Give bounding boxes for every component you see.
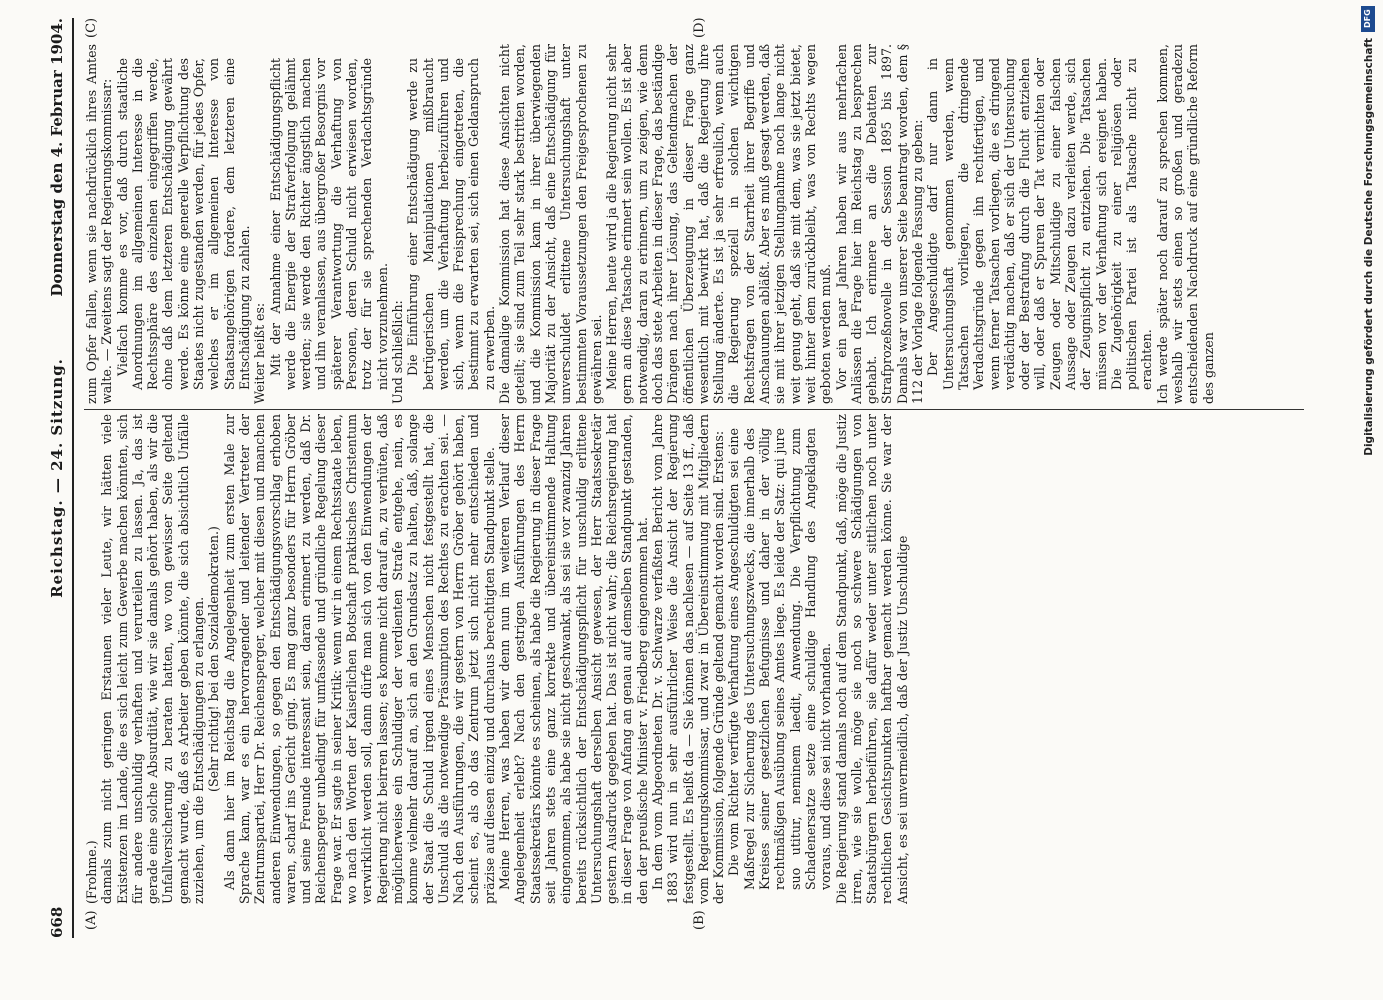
margin-marker-a: (A) bbox=[84, 910, 99, 930]
paragraph: Vor ein paar Jahren haben wir aus mehrfachen Anlässen die Frage hier im Reichstag zu besprechen gehabt. Ich erinnere an die Debatten zur Strafprozeßnovelle in der Session 1895 bis 1897. Damals war von unserer Seite beantragt worden, dem § 112 der Vorlage folgende Fassung zu geben: bbox=[833, 44, 926, 404]
quotation: Mit der Annahme einer Entschädigungspflicht werde die Energie der Strafverfolgung gelähmt werden; sie werde den Richter ängstlich machen und ihn veranlassen, aus übergroßer Besorgnis vor späterer Verantwortung die Verhaftung von Personen, deren Schuld nicht erwiesen worden, trotz der für sie sprechenden Verdachtsgründe nicht vorzunehmen. bbox=[267, 58, 390, 390]
paragraph: In dem vom Abgeordneten Dr. v. Schwarze verfaßten Bericht vom Jahre 1883 wird nun in sehr ausführlicher Weise die Ansicht der Regierung festgestellt. Es heißt da — Sie können das nachlesen — auf Seite 13 ff., daß vom Regierungskommissar, und zwar in Übereinstimmung mit Mitgliedern der Kommission, folgende Gründe geltend gemacht worden sind. Erstens: bbox=[649, 414, 727, 904]
paragraph: Weiter heißt es: bbox=[252, 302, 268, 404]
paragraph: damals zum nicht geringen Erstaunen vieler Leute, wir hätten viele Existenzen im Lande, die es sich leicht zum Gewerbe machen könnten, sich für andere unschuldig verhaften und verurteilen zu lassen. Ja, das ist gerade eine solche Absurdität, wie wir sie damals gehört haben, als wir die Unfallversicherung zu beraten hatten, wo von gewisser Seite geltend gemacht wurde, daß es Arbeiter geben könnte, die sich absichtlich Unfälle zuziehen, um die Entschädigungen zu erlangen. bbox=[99, 414, 207, 904]
margin-marker-c: (C) bbox=[84, 17, 99, 38]
paragraph: Meine Herren, heute wird ja die Regierung nicht sehr gern an diese Tatsache erinnert sein wollen. Es ist aber notwendig, daran zu erinnern, um zu zeigen, wie denn doch das stete Arbeiten in dieser Frage, das beständige Drängen nach ihrer Lösung, das Geltendmachen der öffentlichen Überzeugung in dieser Frage ganz wesentlich mit bewirkt hat, daß die Regierung ihre Stellung änderte. Es ist ja sehr erfreulich, wenn auch die Regierung speziell in solchen wichtigen Rechtsfragen von der Starrheit ihrer Begriffe und Anschauungen abläßt. Aber es muß gesagt werden, daß sie mit ihrer jetzigen Stellungnahme noch lange nicht weit genug geht, daß sie mit dem, was sie jetzt bietet, weit hinter dem zurückbleibt, was von Rechts wegen geboten werden muß. bbox=[604, 44, 834, 404]
quotation: Der Angeschuldigte darf nur dann in Untersuchungshaft genommen werden, wenn Tatsachen vorliegen, die dringende Verdachtsgründe gegen ihn rechtfertigen, und wenn ferner Tatsachen vorliegen, die es dringend verdächtig machen, daß er sich der Untersuchung oder der Bestrafung durch die Flucht entziehen will, oder daß er Spuren der Tat vernichten oder Zeugen oder Mitschuldige zu einer falschen Aussage oder Zeugen dazu verleiten werde, sich der Zeugnispflicht zu entziehen. Die Tatsachen müssen vor der Verhaftung sich ereignet haben. Die Zugehörigkeit zu einer religiösen oder politischen Partei ist als Tatsache nicht zu erachten. bbox=[925, 58, 1155, 390]
paragraph: Ich werde später noch darauf zu sprechen kommen, weshalb wir stets einen so großen und geradezu entscheidenden Nachdruck auf eine gründliche Reform des ganzen bbox=[1154, 44, 1216, 404]
column-divider bbox=[84, 409, 1304, 410]
dfg-logo: DFG bbox=[1361, 6, 1375, 32]
page-number: 668 bbox=[48, 906, 66, 938]
margin-marker-d: (D) bbox=[692, 17, 707, 38]
session-date: Donnerstag den 4. Februar 1904. bbox=[48, 18, 66, 297]
quotation: Die vom Richter verfügte Verhaftung eines Angeschuldigten sei eine Maßregel zur Sicherung des Untersuchungszwecks, die innerhalb des Kreises seiner gesetzlichen Befugnisse und daher in der völlig rechtmäßigen Ausübung seines Amtes liege. Es leide der Satz: qui jure suo utitur, neminem laedit, Anwendung. Die Verpflichtung zum Schadenersatze setze eine schuldige Handlung des Angeklagten voraus, und diese sei nicht vorhanden. bbox=[726, 428, 834, 890]
margin-marker-b: (B) bbox=[692, 910, 707, 930]
header-rule bbox=[72, 18, 74, 938]
speaker-name: (Frohme.) bbox=[84, 840, 99, 904]
paragraph: Meine Herren, was haben wir denn nun im weiteren Verlauf dieser Angelegenheit erlebt? Nach den gestrigen Ausführungen des Herrn Staatssekretärs könnte es scheinen, als habe die Regierung in dieser Frage seit Jahren stets eine ganz korrekte und übereinstimmende Haltung eingenommen, als habe sie nicht geschwankt, als sei sie vor zwanzig Jahren bereits rücksichtlich der Entschädigungspflicht für unschuldig erlittene Untersuchungshaft derselben Ansicht gewesen, der Herr Staatssekretär gestern Ausdruck gegeben hat. Das ist nicht wahr; die Reichsregierung hat in dieser Frage von Anfang an genau auf demselben Standpunkt gestanden, den der preußische Minister v. Friedberg eingenommen hat. bbox=[497, 414, 650, 904]
page-header bbox=[48, 18, 74, 938]
quotation: Die Einführung einer Entschädigung werde zu betrügerischen Manipulationen mißbraucht werden, um die Verhaftung herbeizuführen und sich, wenn die Freisprechung eingetreten, die bestimmt zu erwarten sei, sich einen Geldanspruch zu erwerben. bbox=[405, 58, 497, 390]
right-text-column bbox=[84, 44, 1304, 404]
paragraph: zum Opfer fallen, wenn sie nachdrücklich ihres Amtes walte. — Zweitens sagt der Regierungskommissar: bbox=[84, 44, 115, 404]
session-title: Reichstag. — 24. Sitzung. bbox=[48, 358, 66, 598]
left-text-column bbox=[84, 414, 1304, 904]
paragraph: Als dann hier im Reichstag die Angelegenheit zum ersten Male zur Sprache kam, war es ein hervorragender und leitender Vertreter der Zentrumspartei, Herr Dr. Reichensperger, welcher mit diesen und manchen anderen Einwendungen, so gegen den Entschädigungsvorschlag erhoben waren, scharf ins Gericht ging. Es mag ganz besonders für Herrn Gröber und seine Freunde interessant sein, daran erinnert zu werden, daß Dr. Reichensperger unbedingt für umfassende und gründliche Regelung dieser Frage war. Er sagte in seiner Kritik: wenn wir in einem Rechtsstaate leben, wo nach den Worten der Kaiserlichen Botschaft praktisches Christentum verwirklicht werden soll, dann dürfe man sich von den Einwendungen der Regierung nicht beirren lassen; es komme nicht darauf an, zu verhüten, daß möglicherweise ein Schuldiger der verdienten Strafe entgehe, nein, es komme vielmehr darauf an, sich an den Grundsatz zu halten, daß, solange der Staat die Schuld irgend eines Menschen nicht festgestellt hat, die Unschuld als die notwendige Präsumption des Rechtes zu erachten sei. — Nach den Ausführungen, die wir gestern von Herrn Gröber gehört haben, scheint es, als ob das Zentrum jetzt sich nicht mehr entschieden und präzise auf diesen einzig und durchaus berechtigten Standpunkt stelle. bbox=[221, 414, 497, 904]
interjection: (Sehr richtig! bei den Sozialdemokraten.) bbox=[206, 526, 222, 792]
paragraph: Die Regierung stand damals noch auf dem Standpunkt, daß, möge die Justiz irren, wie sie wolle, möge sie noch so schwere Schädigungen von Staatsbürgern herbeiführen, sie dafür weder unter sittlichen noch unter rechtlichen Gesichtspunkten haftbar gemacht werden könne. Sie war der Ansicht, es sei unvermeidlich, daß der Justiz Unschuldige bbox=[833, 414, 910, 904]
paragraph: Die damalige Kommission hat diese Ansichten nicht geteilt; sie sind zum Teil sehr stark bestritten worden, und die Kommission kam in ihrer überwiegenden Majorität zu der Ansicht, daß eine Entschädigung für unverschuldet erlittene Untersuchungshaft unter bestimmten Voraussetzungen den Freigesprochenen zu gewähren sei. bbox=[497, 44, 604, 404]
paragraph: Und schließlich: bbox=[389, 300, 405, 404]
dfg-attribution-text: Digitalisierung gefördert durch die Deutsche Forschungsgemeinschaft bbox=[1363, 38, 1375, 456]
dfg-attribution bbox=[1361, 6, 1375, 606]
quotation: Vielfach komme es vor, daß durch staatliche Anordnungen im allgemeinen Interesse in die Rechtssphäre des einzelnen eingegriffen werde, ohne daß dem letzteren Entschädigung gewährt werde. Es könne eine generelle Verpflichtung des Staates nicht zugestanden werden, für jedes Opfer, welches er im allgemeinen Interesse von Staatsangehörigen fordere, dem letzteren eine Entschädigung zu zahlen. bbox=[114, 58, 252, 390]
